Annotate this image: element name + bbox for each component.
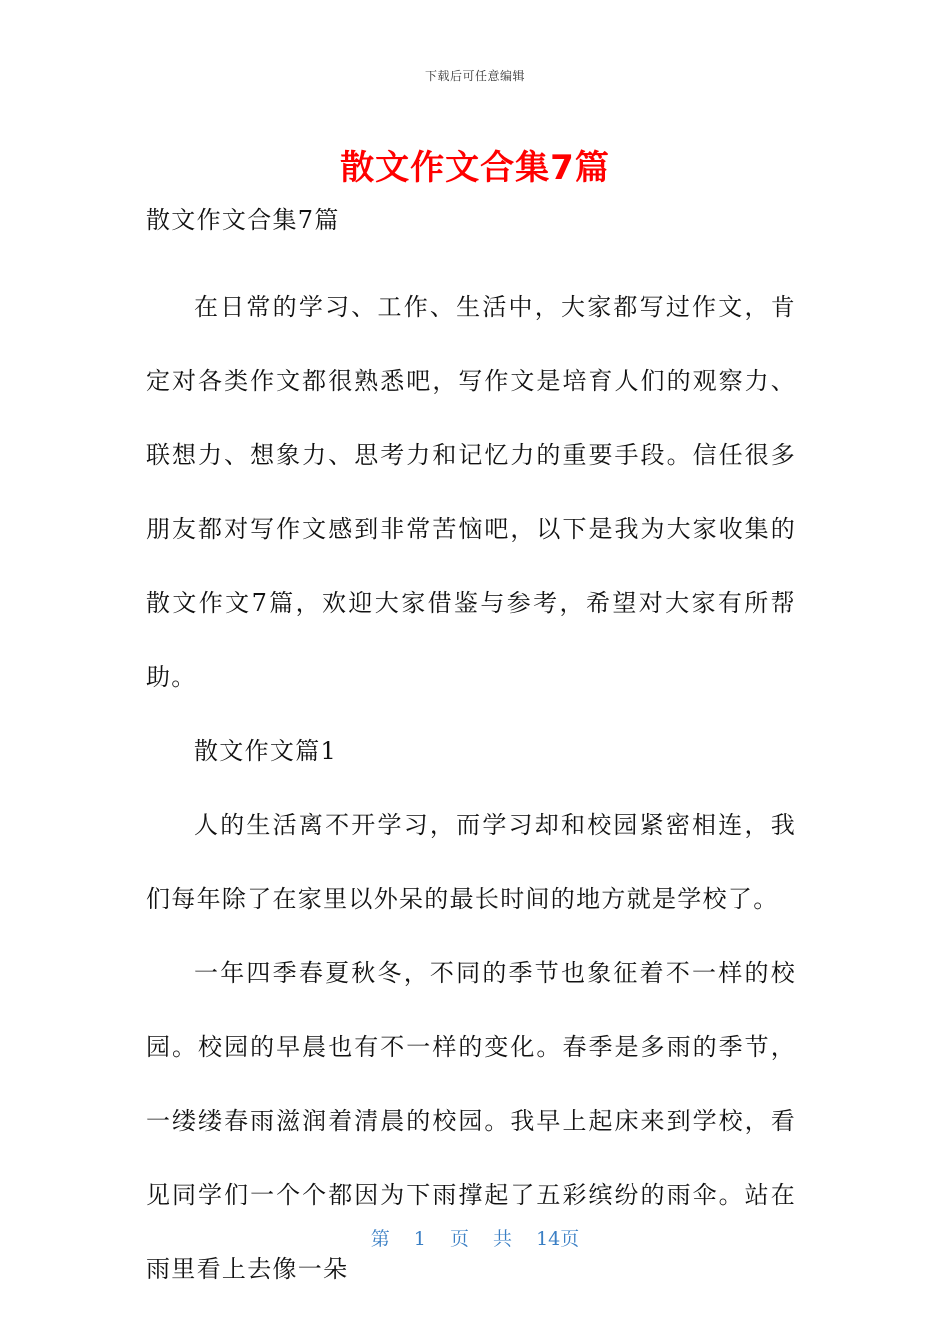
document-body [146, 196, 796, 1306]
total-label: 共 [493, 1228, 513, 1250]
header-note: 下载后可任意编辑 [424, 69, 525, 83]
page-label-prefix: 第 [370, 1228, 390, 1250]
paragraph: 一年四季春夏秋冬，不同的季节也象征着不一样的校园。校园的早晨也有不一样的变化。春季是多雨的季节，一缕缕春雨滋润着清晨的校园。我早上起床来到学校，看见同学们一个个都因为下雨撑起了五彩缤纷的雨伞。站在雨里看上去像一朵 [146, 959, 796, 1283]
page-label-mid: 页 [449, 1228, 469, 1250]
total-pages: 14页 [536, 1228, 580, 1250]
paragraph: 人的生活离不开学习，而学习却和校园紧密相连，我们每年除了在家里以外呆的最长时间的地方就是学校了。 [146, 811, 796, 913]
document-subtitle: 散文作文合集7篇 [146, 206, 340, 234]
paragraph-intro: 在日常的学习、工作、生活中，大家都写过作文，肯定对各类作文都很熟悉吧，写作文是培育人们的观察力、联想力、想象力、思考力和记忆力的重要手段。信任很多朋友都对写作文感到非常苦恼吧，以下是我为大家收集的散文作文7篇，欢迎大家借鉴与参考，希望对大家有所帮助。 [146, 293, 796, 691]
page-footer [0, 1224, 950, 1251]
section-heading: 散文作文篇1 [194, 737, 338, 765]
document-title: 散文作文合集7篇 [340, 148, 610, 188]
page-number: 1 [413, 1228, 426, 1250]
